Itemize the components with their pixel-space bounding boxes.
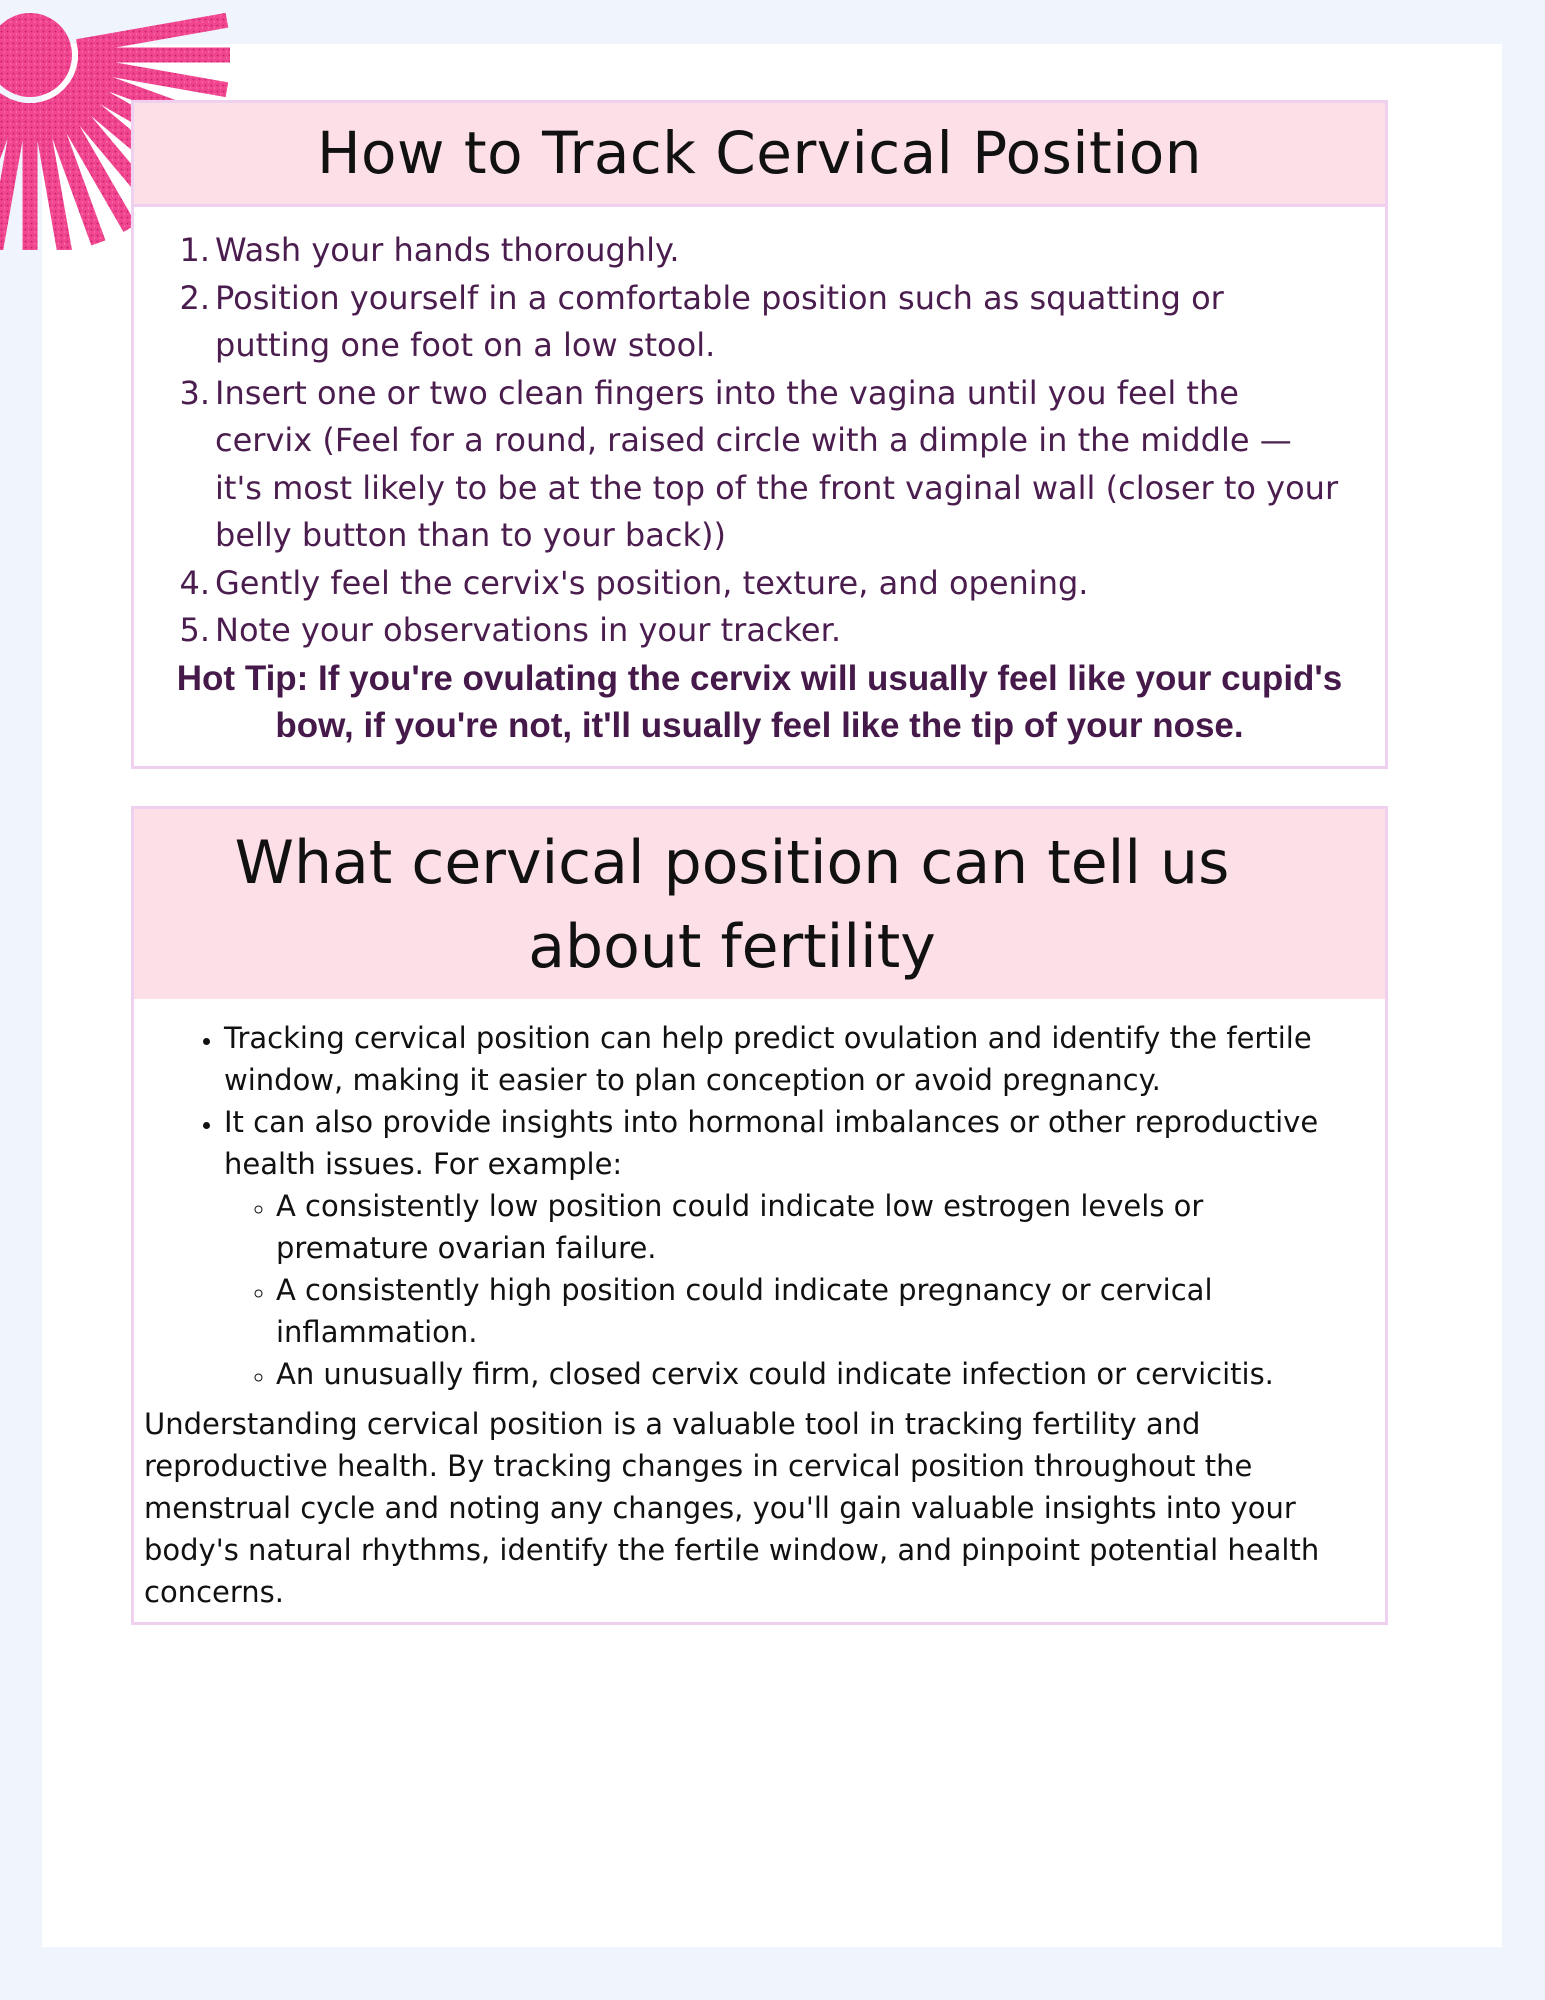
step-text: Note your observations in your tracker. xyxy=(215,611,841,649)
step-item xyxy=(179,560,1345,608)
step-number: 1. xyxy=(179,231,210,269)
tracking-steps-list xyxy=(134,207,1385,655)
fertility-title-line-2: about fertility xyxy=(528,912,936,982)
step-number: 4. xyxy=(179,563,210,602)
conclusion-paragraph: Understanding cervical position is a valuable tool in tracking fertility and reproductive health. By tracking changes in cervical position throughout the menstrual cycle and noting any changes, you'll gain valuable insights into your body's natural rhythms, identify the fertile window, and pinpoint potential health concerns. xyxy=(144,1407,1320,1609)
sub-bullet-item: ◦ A consistently low position could indicate low estrogen levels or premature ovarian failure. xyxy=(276,1185,1355,1269)
step-text: Gently feel the cervix's position, texture, and opening. xyxy=(215,563,1089,602)
hot-tip-text: Hot Tip: If you're ovulating the cervix will usually feel like your cupid's bow, if you're not, it'll usually feel like the tip of your nose. xyxy=(176,658,1343,745)
fertility-title-line-1: What cervical position can tell us xyxy=(234,828,1230,898)
step-item xyxy=(179,275,1345,370)
bullet-text: It can also provide insights into hormonal imbalances or other reproductive health issues. For example: xyxy=(224,1105,1319,1181)
fertility-insights-title xyxy=(134,809,1385,999)
step-item xyxy=(179,370,1345,560)
step-item xyxy=(179,607,1345,655)
step-text: Wash your hands thoroughly. xyxy=(215,231,680,269)
sunburst-ray xyxy=(77,20,227,46)
step-item xyxy=(179,227,1345,275)
step-number: 3. xyxy=(179,373,210,412)
how-to-track-title: How to Track Cervical Position xyxy=(134,103,1385,207)
bullet-item-with-examples xyxy=(224,1101,1355,1395)
bullet-item: • Tracking cervical position can help predict ovulation and identify the fertile window, making it easier to plan conception or avoid pregnancy. xyxy=(224,1017,1355,1101)
sub-bullet-item: ◦ An unusually firm, closed cervix could indicate infection or cervicitis. xyxy=(276,1353,1355,1395)
step-number: 5. xyxy=(179,611,210,649)
fertility-bullet-list xyxy=(134,999,1385,1395)
step-number: 2. xyxy=(179,278,210,317)
how-to-track-card xyxy=(131,100,1388,769)
fertility-insights-card xyxy=(131,806,1388,1625)
step-text: Position yourself in a comfortable position such as squatting or putting one foot on a low stool. xyxy=(215,278,1224,364)
step-text: Insert one or two clean fingers into the vagina until you feel the cervix (Feel for a round, raised circle with a dimple in the middle — it's most likely to be at the top of the front vaginal wall (closer to your belly button than to your back)) xyxy=(215,373,1339,554)
sub-bullet-item: ◦ A consistently high position could indicate pregnancy or cervical inflammation. xyxy=(276,1269,1355,1353)
examples-sub-list xyxy=(224,1185,1355,1395)
